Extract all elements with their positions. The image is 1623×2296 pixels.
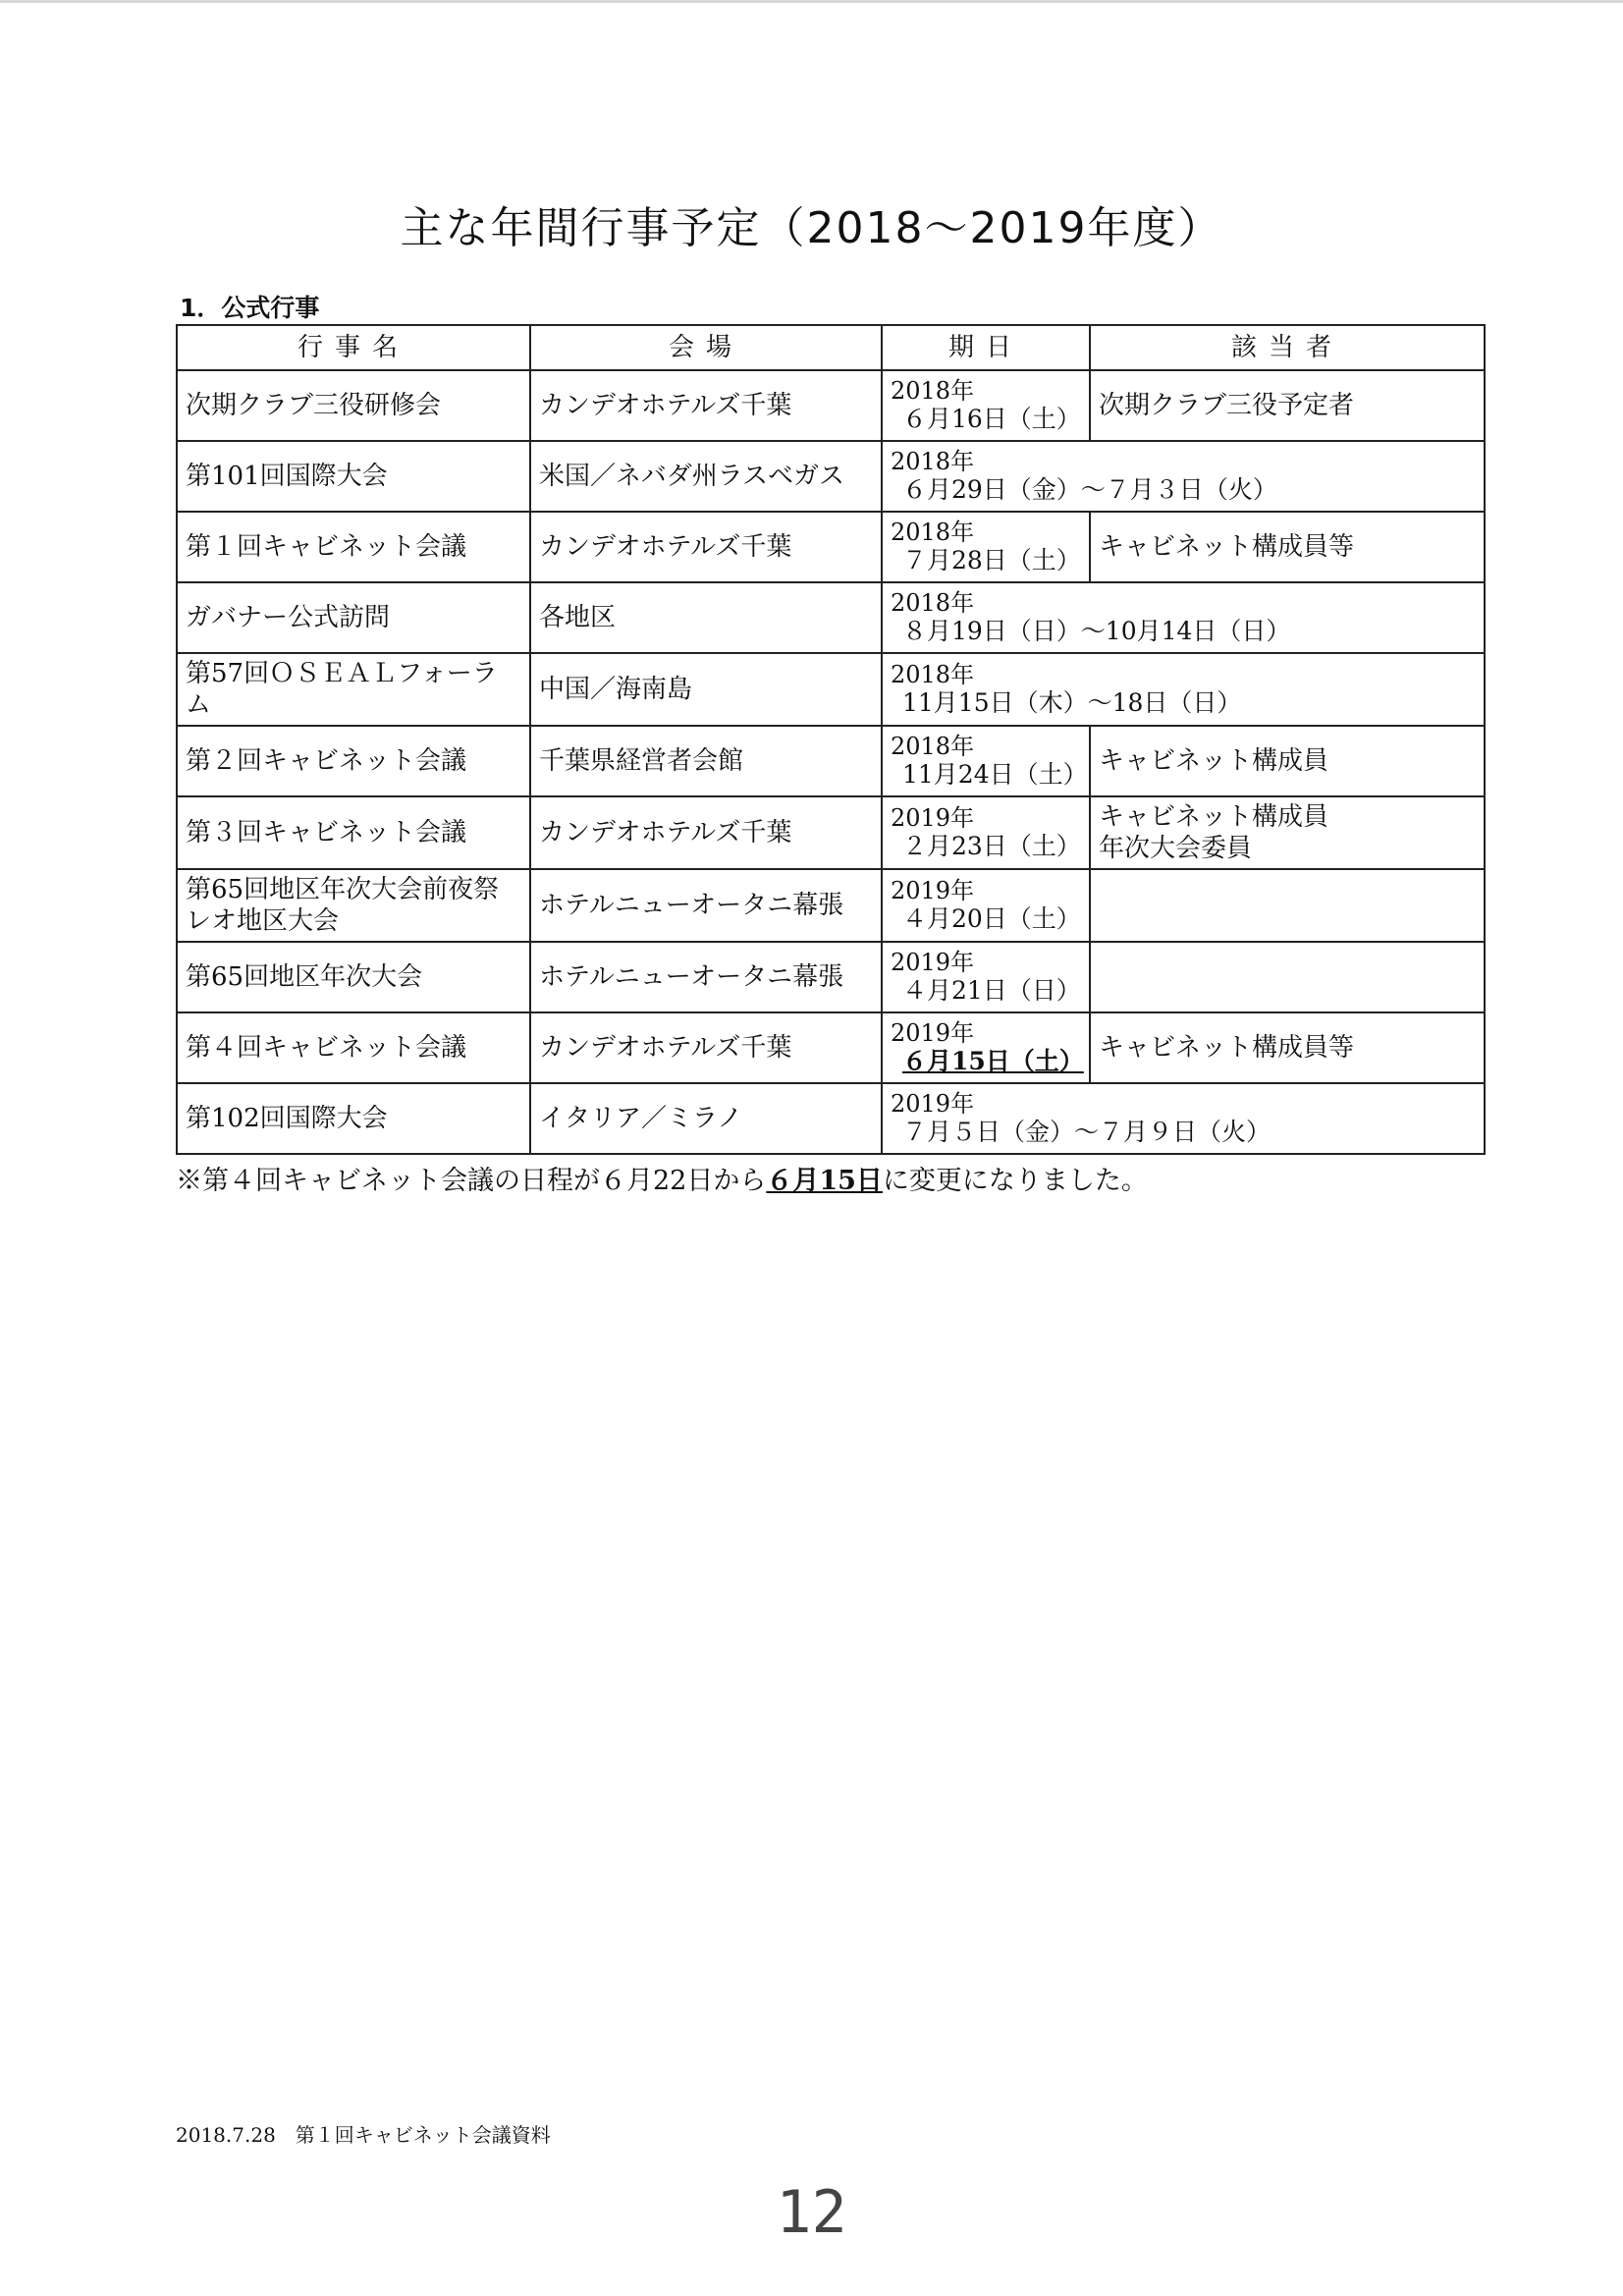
table-row	[177, 796, 1485, 869]
event-name: 第101回国際大会	[177, 441, 530, 512]
event-name: 第３回キャビネット会議	[177, 796, 530, 869]
event-date	[882, 653, 1485, 726]
event-year: 2018年	[891, 589, 975, 617]
event-name: ガバナー公式訪問	[177, 582, 530, 653]
event-name	[177, 869, 530, 942]
event-date	[882, 1012, 1090, 1083]
section-heading: 1．公式行事	[180, 294, 320, 322]
event-date-text: 11月15日（木）～18日（日）	[902, 688, 1242, 717]
table-row	[177, 370, 1485, 441]
event-name: 第65回地区年次大会	[177, 942, 530, 1012]
table-row	[177, 726, 1485, 796]
event-participants: キャビネット構成員	[1090, 726, 1485, 796]
event-date	[882, 512, 1090, 582]
event-participants: キャビネット構成員等	[1090, 1012, 1485, 1083]
event-date	[882, 796, 1090, 869]
event-date-text: ８月19日（日）～10月14日（日）	[902, 617, 1291, 645]
header-venue: 会場	[530, 325, 882, 370]
event-venue: カンデオホテルズ千葉	[530, 370, 882, 441]
event-name: 第102回国際大会	[177, 1083, 530, 1154]
event-date	[882, 370, 1090, 441]
event-date	[882, 1083, 1485, 1154]
event-date	[882, 942, 1090, 1012]
event-name-line2: レオ地区大会	[186, 906, 340, 936]
event-participants: 次期クラブ三役予定者	[1090, 370, 1485, 441]
event-name: 第４回キャビネット会議	[177, 1012, 530, 1083]
event-venue: 米国／ネバダ州ラスベガス	[530, 441, 882, 512]
scan-edge-line	[0, 0, 1623, 3]
event-venue: 千葉県経営者会館	[530, 726, 882, 796]
event-participants	[1090, 796, 1485, 869]
event-date-text: ７月５日（金）～７月９日（火）	[902, 1118, 1271, 1146]
event-venue: 中国／海南島	[530, 653, 882, 726]
table-row	[177, 653, 1485, 726]
event-name: 第２回キャビネット会議	[177, 726, 530, 796]
table-row	[177, 512, 1485, 582]
event-year: 2019年	[891, 877, 975, 904]
event-venue: イタリア／ミラノ	[530, 1083, 882, 1154]
page-number: 12	[776, 2178, 847, 2247]
event-participants-line1: キャビネット構成員	[1099, 802, 1329, 832]
event-year: 2019年	[891, 1019, 975, 1047]
event-year: 2018年	[891, 661, 975, 688]
event-date	[882, 441, 1485, 512]
note-suffix: に変更になりました。	[882, 1166, 1148, 1196]
schedule-change-note	[176, 1159, 1148, 1197]
event-date	[882, 869, 1090, 942]
event-venue: カンデオホテルズ千葉	[530, 796, 882, 869]
event-name: 第１回キャビネット会議	[177, 512, 530, 582]
event-year: 2019年	[891, 1090, 975, 1118]
note-emphasis: ６月15日	[766, 1166, 883, 1196]
event-participants	[1090, 942, 1485, 1012]
header-date: 期日	[882, 325, 1090, 370]
event-year: 2018年	[891, 448, 975, 475]
event-venue: ホテルニューオータニ幕張	[530, 869, 882, 942]
table-row	[177, 441, 1485, 512]
header-event: 行事名	[177, 325, 530, 370]
event-name: 次期クラブ三役研修会	[177, 370, 530, 441]
note-prefix: ※第４回キャビネット会議の日程が６月22日から	[176, 1166, 767, 1196]
event-date-text: 11月24日（土）	[902, 760, 1088, 789]
event-year: 2018年	[891, 519, 975, 546]
event-date	[882, 582, 1485, 653]
event-date-text: ２月23日（土）	[902, 832, 1081, 860]
event-participants	[1090, 869, 1485, 942]
table-row	[177, 1083, 1485, 1154]
event-year: 2018年	[891, 377, 975, 405]
event-venue: ホテルニューオータニ幕張	[530, 942, 882, 1012]
event-participants: キャビネット構成員等	[1090, 512, 1485, 582]
page-title: 主な年間行事予定（2018～2019年度）	[400, 203, 1223, 253]
event-venue: カンデオホテルズ千葉	[530, 1012, 882, 1083]
event-date-text: ７月28日（土）	[902, 546, 1081, 574]
event-venue: 各地区	[530, 582, 882, 653]
event-year: 2018年	[891, 733, 975, 760]
event-participants-line2: 年次大会委員	[1099, 834, 1253, 863]
event-name: 第57回ＯＳＥＡＬフォーラム	[177, 653, 530, 726]
table-row	[177, 582, 1485, 653]
table-row	[177, 1012, 1485, 1083]
event-date-text: ４月21日（日）	[902, 976, 1081, 1005]
event-year: 2019年	[891, 949, 975, 976]
header-participants: 該当者	[1090, 325, 1485, 370]
event-date-text: ４月20日（土）	[902, 904, 1081, 933]
event-name-line1: 第65回地区年次大会前夜祭	[186, 875, 500, 904]
event-date-text: ６月29日（金）～７月３日（火）	[902, 475, 1277, 504]
table-header-row	[177, 325, 1485, 370]
event-date	[882, 726, 1090, 796]
event-year: 2019年	[891, 804, 975, 832]
event-date-text: ６月15日（土）	[902, 1047, 1084, 1075]
events-table	[176, 324, 1486, 1155]
table-row	[177, 869, 1485, 942]
event-venue: カンデオホテルズ千葉	[530, 512, 882, 582]
event-date-text: ６月16日（土）	[902, 405, 1081, 433]
footer-source: 2018.7.28 第１回キャビネット会議資料	[176, 2123, 551, 2147]
table-row	[177, 942, 1485, 1012]
